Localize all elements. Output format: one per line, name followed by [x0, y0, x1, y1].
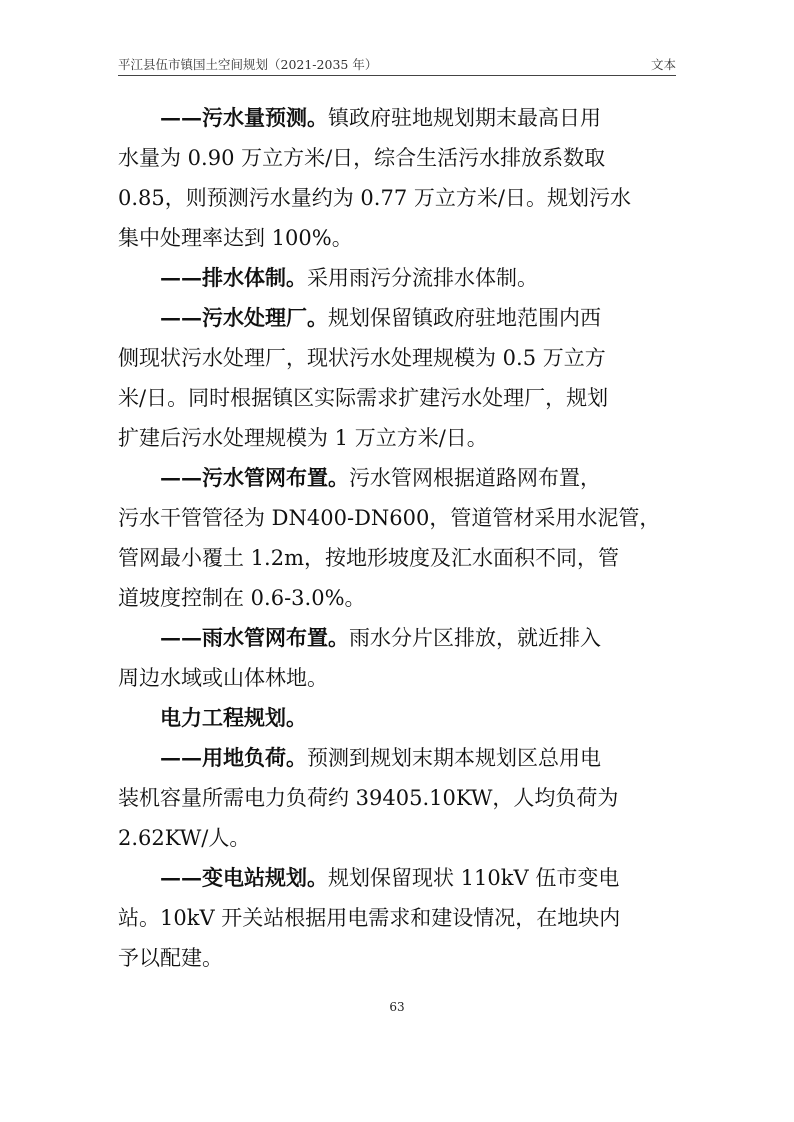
paragraph-rainwater-network: ——雨水管网布置。雨水分片区排放，就近排入 周边水域或山体林地。	[118, 625, 601, 690]
paragraph-substation: ——变电站规划。规划保留现状 110kV 伍市变电 站。10kV 开关站根据用电需求和建设情况，在地块内 予以配建。	[118, 865, 621, 970]
document-body	[118, 98, 678, 978]
paragraph-drainage-system: ——排水体制。采用雨污分流排水体制。	[160, 265, 538, 290]
paragraph-lead: ——排水体制。	[160, 265, 307, 290]
page-header	[118, 55, 676, 75]
paragraph-lead: ——污水处理厂。	[160, 305, 328, 330]
paragraph-sewage-network: ——污水管网布置。污水管网根据道路网布置， 污水干管管径为 DN400-DN600，管道管材采用水泥管， 管网最小覆土 1.2m，按地形坡度及汇水面积不同，管 道坡度控制在 0.6-3.0%。	[118, 465, 661, 610]
document-title: 平江县伍市镇国土空间规划（2021-2035 年）	[118, 57, 378, 72]
paragraph-lead: ——用地负荷。	[160, 745, 307, 770]
page-number: 63	[389, 1000, 405, 1014]
header-label: 文本	[650, 57, 676, 72]
paragraph-sewage-forecast: ——污水量预测。镇政府驻地规划期末最高日用 水量为 0.90 万立方米/日，综合生活污水排放系数取 0.85，则预测污水量约为 0.77 万立方米/日。规划污水 集中处理率达到 100%。	[118, 105, 631, 250]
paragraph-lead: ——雨水管网布置。	[160, 625, 349, 650]
paragraph-lead: ——变电站规划。	[160, 865, 328, 890]
paragraph-load: ——用地负荷。预测到规划末期本规划区总用电 装机容量所需电力负荷约 39405.10KW，人均负荷为 2.62KW/人。	[118, 745, 619, 850]
section-title: 电力工程规划。	[160, 705, 307, 730]
paragraph-lead: ——污水量预测。	[160, 105, 328, 130]
header-divider	[118, 75, 676, 76]
paragraph-lead: ——污水管网布置。	[160, 465, 349, 490]
paragraph-treatment-plant: ——污水处理厂。规划保留镇政府驻地范围内西 侧现状污水处理厂，现状污水处理规模为 0.5 万立方 米/日。同时根据镇区实际需求扩建污水处理厂，规划 扩建后污水处理规模为 1 万立方米/日。	[118, 305, 609, 450]
